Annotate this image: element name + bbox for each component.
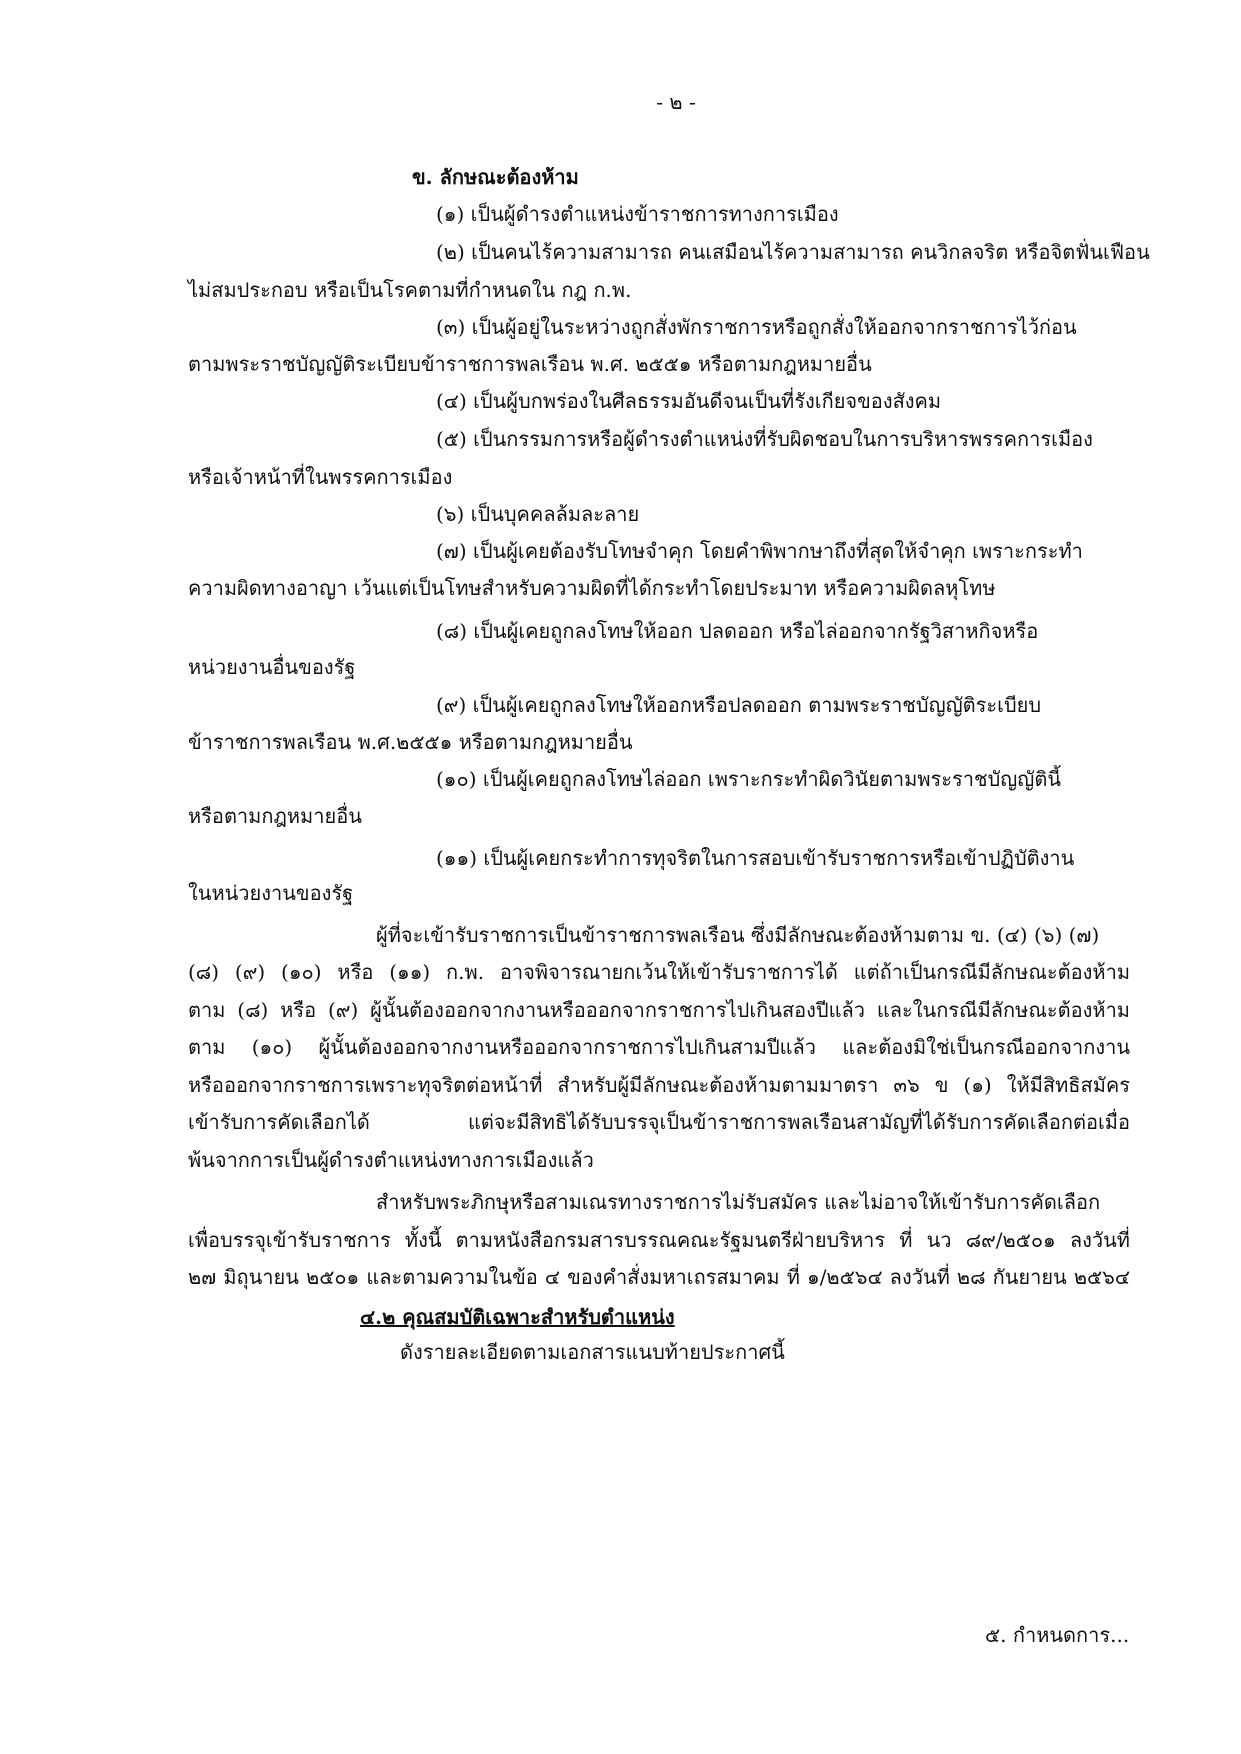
item-1: (๑) เป็นผู้ดำรงตำแหน่งข้าราชการทางการเมือง — [436, 202, 839, 226]
item-10-line-2: หรือตามกฎหมายอื่น — [188, 804, 362, 828]
item-5-line-2: หรือเจ้าหน้าที่ในพรรคการเมือง — [188, 465, 453, 489]
item-4: (๔) เป็นผู้บกพร่องในศีลธรรมอันดีจนเป็นที่รังเกียจของสังคม — [436, 389, 942, 413]
item-8-line-1: (๘) เป็นผู้เคยถูกลงโทษให้ออก ปลดออก หรือไล่ออกจากรัฐวิสาหกิจหรือ — [436, 619, 1039, 643]
item-11-line-2: ในหน่วยงานของรัฐ — [188, 881, 354, 905]
section-4-2-title: ๔.๒ คุณสมบัติเฉพาะสำหรับตำแหน่ง — [360, 1305, 675, 1329]
item-2-line-2: ไม่สมประกอบ หรือเป็นโรคตามที่กำหนดใน กฎ ก.พ. — [188, 278, 632, 302]
item-11-line-1: (๑๑) เป็นผู้เคยกระทำการทุจริตในการสอบเข้ารับราชการหรือเข้าปฏิบัติงาน — [436, 846, 1075, 870]
continuation-footer: ๕. กำหนดการ... — [985, 1623, 1130, 1647]
item-5-line-1: (๕) เป็นกรรมการหรือผู้ดำรงตำแหน่งที่รับผิดชอบในการบริหารพรรคการเมือง — [436, 427, 1093, 451]
item-9-line-1: (๙) เป็นผู้เคยถูกลงโทษให้ออกหรือปลดออก ตามพระราชบัญญัติระเบียบ — [436, 693, 1042, 717]
monk-paragraph-line-1: สำหรับพระภิกษุหรือสามเณรทางราชการไม่รับสมัคร และไม่อาจให้เข้ารับการคัดเลือก — [376, 1190, 1101, 1214]
item-9-line-2: ข้าราชการพลเรือน พ.ศ.๒๕๕๑ หรือตามกฎหมายอื่น — [188, 730, 633, 754]
item-7-line-1: (๗) เป็นผู้เคยต้องรับโทษจำคุก โดยคำพิพากษาถึงที่สุดให้จำคุก เพราะกระทำ — [436, 539, 1083, 563]
item-10-line-1: (๑๐) เป็นผู้เคยถูกลงโทษไล่ออก เพราะกระทำผิดวินัยตามพระราชบัญญัตินี้ — [436, 767, 1061, 791]
heading-prohibited-characteristics: ข. ลักษณะต้องห้าม — [412, 165, 579, 189]
exemption-paragraph-line-3: ตาม (๘) หรือ (๙) ผู้นั้นต้องออกจากงานหรือออกจากราชการไปเกินสองปีแล้ว และในกรณีมีลักษณะต้องห้าม — [188, 998, 1130, 1022]
item-3-line-1: (๓) เป็นผู้อยู่ในระหว่างถูกสั่งพักราชการหรือถูกสั่งให้ออกจากราชการไว้ก่อน — [436, 315, 1077, 339]
monk-paragraph-line-3: ๒๗ มิถุนายน ๒๕๐๑ และตามความในข้อ ๔ ของคำสั่งมหาเถรสมาคม ที่ ๑/๒๕๖๔ ลงวันที่ ๒๘ กันยายน ๒๕๖๔ — [188, 1265, 1130, 1289]
page-number: - ๒ - — [656, 90, 696, 114]
section-4-2-body: ดังรายละเอียดตามเอกสารแนบท้ายประกาศนี้ — [400, 1340, 785, 1364]
exemption-paragraph-line-5: หรือออกจากราชการเพราะทุจริตต่อหน้าที่ สำหรับผู้มีลักษณะต้องห้ามตามมาตรา ๓๖ ข (๑) ให้มีสิทธิสมัคร — [188, 1073, 1130, 1097]
exemption-paragraph-line-1: ผู้ที่จะเข้ารับราชการเป็นข้าราชการพลเรือน ซึ่งมีลักษณะต้องห้ามตาม ข. (๔) (๖) (๗) — [376, 923, 1100, 947]
item-8-line-2: หน่วยงานอื่นของรัฐ — [188, 655, 356, 679]
exemption-paragraph-line-7: พ้นจากการเป็นผู้ดำรงตำแหน่งทางการเมืองแล้ว — [188, 1148, 594, 1172]
item-3-line-2: ตามพระราชบัญญัติระเบียบข้าราชการพลเรือน พ.ศ. ๒๕๕๑ หรือตามกฎหมายอื่น — [188, 352, 872, 376]
item-2-line-1: (๒) เป็นคนไร้ความสามารถ คนเสมือนไร้ความสามารถ คนวิกลจริต หรือจิตฟั่นเฟือน — [436, 240, 1150, 264]
exemption-paragraph-line-2: (๘) (๙) (๑๐) หรือ (๑๑) ก.พ. อาจพิจารณายกเว้นให้เข้ารับราชการได้ แต่ถ้าเป็นกรณีมีลักษณะต้องห้าม — [188, 960, 1130, 984]
exemption-paragraph-line-4: ตาม (๑๐) ผู้นั้นต้องออกจากงานหรือออกจากราชการไปเกินสามปีแล้ว และต้องมิใช่เป็นกรณีออกจากงาน — [188, 1035, 1130, 1059]
item-6: (๖) เป็นบุคคลล้มละลาย — [436, 502, 640, 526]
exemption-paragraph-line-6: เข้ารับการคัดเลือกได้ แต่จะมีสิทธิได้รับบรรจุเป็นข้าราชการพลเรือนสามัญที่ได้รับการคัดเลือกต่อเมื่อ — [188, 1110, 1130, 1134]
monk-paragraph-line-2: เพื่อบรรจุเข้ารับราชการ ทั้งนี้ ตามหนังสือกรมสารบรรณคณะรัฐมนตรีฝ่ายบริหาร ที่ นว ๘๙/๒๕๐๑ ลงวันที่ — [188, 1228, 1130, 1252]
item-7-line-2: ความผิดทางอาญา เว้นแต่เป็นโทษสำหรับความผิดที่ได้กระทำโดยประมาท หรือความผิดลหุโทษ — [188, 576, 996, 600]
